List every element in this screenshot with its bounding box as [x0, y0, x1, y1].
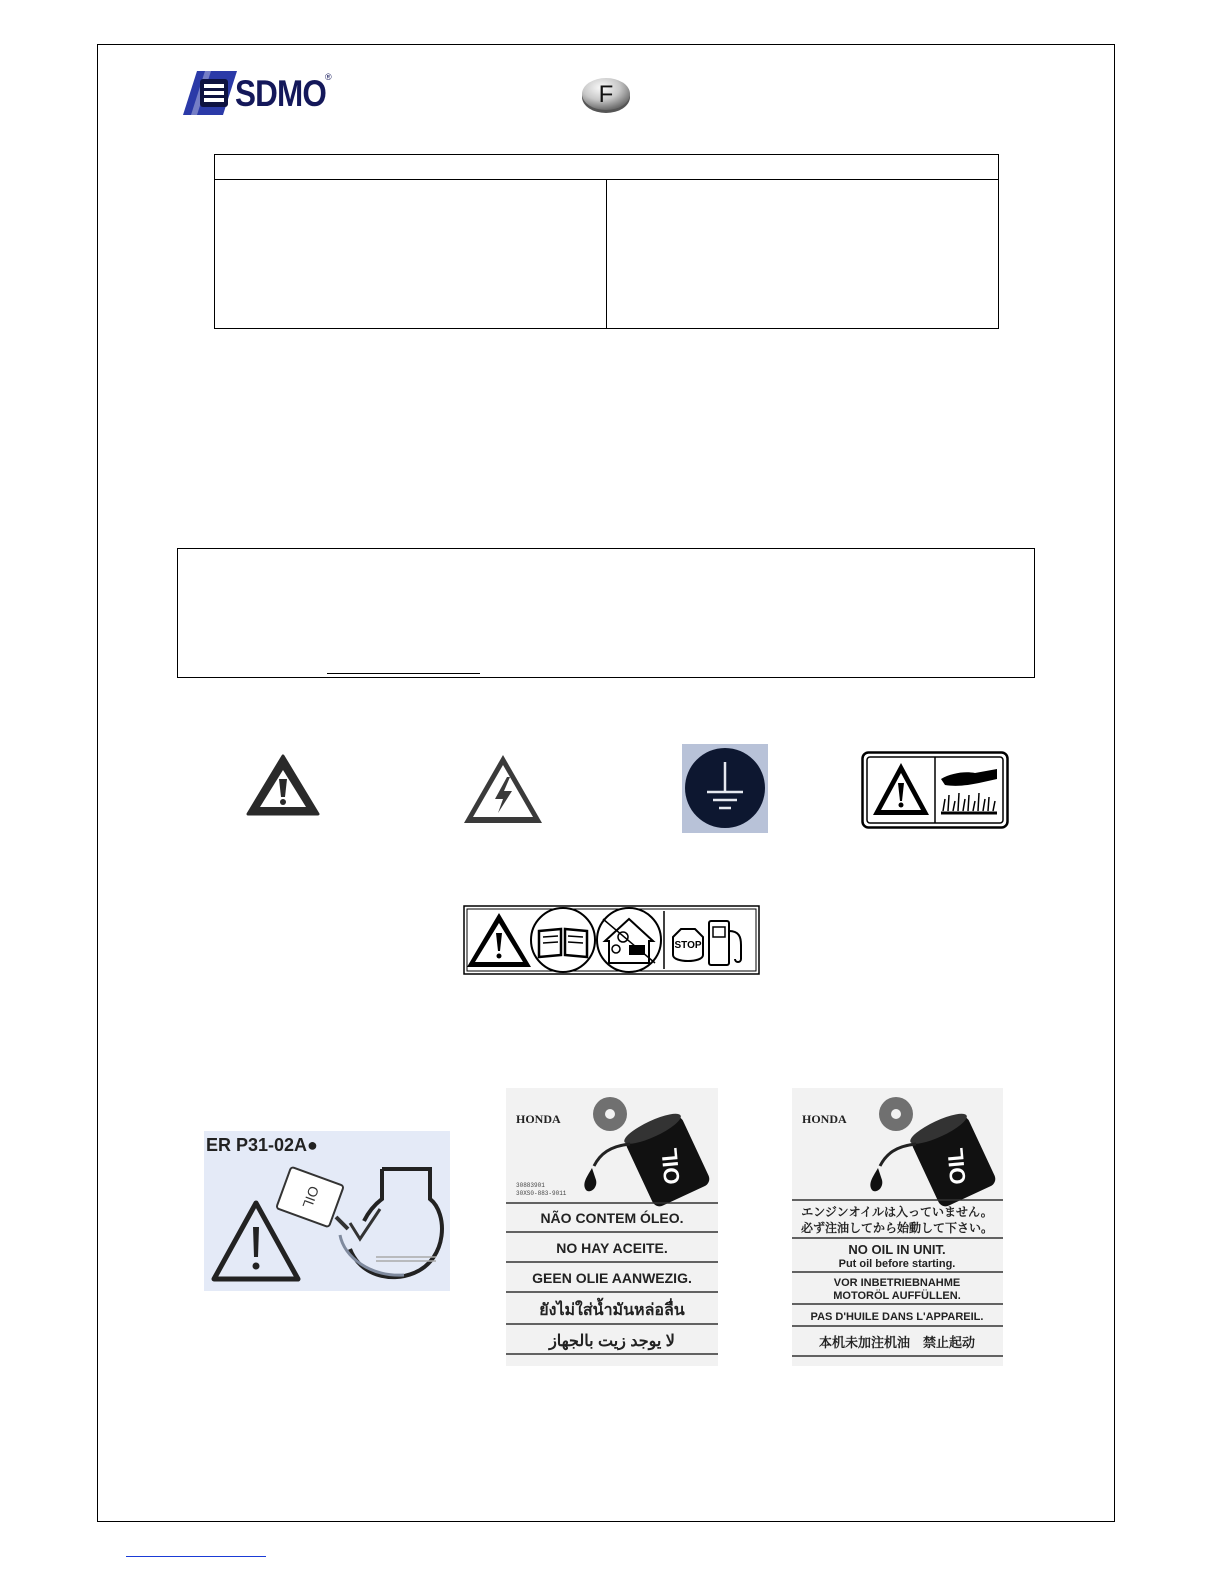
honda-right-german-1: VOR INBETRIEBNAHME — [833, 1277, 961, 1289]
er-code-text: ER P31-02A● — [206, 1135, 318, 1155]
hot-surface-icon — [861, 751, 1009, 829]
stop-text: STOP — [674, 940, 702, 951]
honda-no-oil-label-left — [506, 1088, 718, 1366]
honda-left-line-3: GEEN OLIE AANWEZIG. — [532, 1270, 692, 1286]
honda-right-japanese-2: 必ず注油してから始動して下さい。 — [800, 1221, 994, 1235]
honda-right-english: NO OIL IN UNIT. — [848, 1242, 946, 1257]
barrel-oil-text: OIL — [942, 1146, 971, 1186]
barrel-oil-text: OIL — [656, 1146, 685, 1186]
registered-mark: ® — [325, 72, 332, 82]
honda-right-japanese-1: エンジンオイルは入っていません。 — [801, 1205, 993, 1219]
honda-brand-text: HONDA — [802, 1112, 847, 1126]
language-letter: F — [598, 81, 614, 108]
honda-brand-text: HONDA — [516, 1112, 561, 1126]
honda-right-english-sub: Put oil before starting. — [838, 1258, 956, 1270]
electrical-hazard-icon — [462, 753, 544, 825]
sdmo-logo-text: SDMO — [235, 73, 326, 114]
language-badge — [581, 78, 631, 114]
honda-left-line-2: NO HAY ACEITE. — [556, 1240, 668, 1256]
honda-left-line-4: ยังไม่ใส่น้ำมันหล่อลื่น — [539, 1302, 685, 1319]
part-number-1: 30883901 — [516, 1182, 545, 1189]
part-number-2: 30XS0-883-9011 — [516, 1190, 567, 1197]
oil-can-text: OIL — [299, 1183, 323, 1211]
notice-box — [177, 548, 1035, 678]
info-table-header-row — [215, 155, 998, 180]
honda-no-oil-label-right — [792, 1088, 1003, 1366]
honda-left-line-5: لا يوجد زيت بالجهاز — [549, 1333, 675, 1350]
info-table-divider — [606, 180, 607, 328]
er-oil-warning-label — [204, 1131, 450, 1291]
sdmo-logo — [183, 69, 343, 117]
notice-underline — [327, 673, 480, 674]
honda-right-french: PAS D'HUILE DANS L'APPAREIL. — [810, 1311, 984, 1323]
combined-safety-label — [463, 905, 760, 975]
read-manual-icon — [531, 908, 595, 972]
honda-left-line-1: NÃO CONTEM ÓLEO. — [540, 1210, 684, 1226]
toxic-fumes-icon — [597, 908, 661, 972]
info-table — [214, 154, 999, 329]
honda-right-german-2: MOTORÖL AUFFÜLLEN. — [833, 1290, 961, 1302]
ground-earth-icon — [682, 744, 768, 833]
footer-link-underline[interactable] — [126, 1556, 266, 1557]
honda-right-chinese: 本机未加注机油 禁止起动 — [818, 1335, 976, 1350]
warning-triangle-icon — [246, 754, 320, 816]
